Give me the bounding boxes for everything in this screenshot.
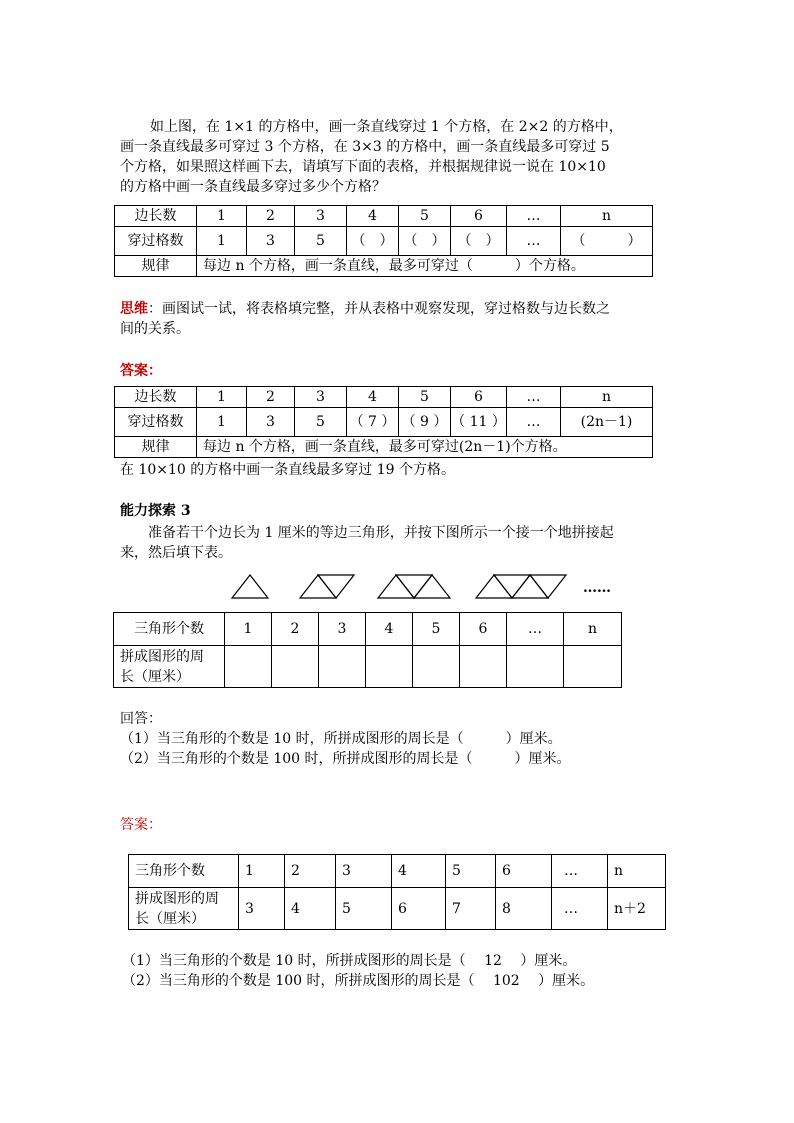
answer-2: （2）当三角形的个数是 100 时，所拼成图形的周长是（ 102 ）厘米。 <box>122 973 595 989</box>
table-cell: （ 9 ） <box>399 408 451 437</box>
intro-line-3: 个方格，如果照这样画下去，请填写下面的表格，并根据规律说一说在 10×10 <box>120 159 606 175</box>
table-cell: 1 <box>197 408 247 437</box>
answer-label: 答案 <box>120 363 148 379</box>
table-cell: 5 <box>295 408 347 437</box>
table-cell: 7 <box>446 888 496 930</box>
section-title: 能力探索 3 <box>120 503 191 519</box>
table-cell: … <box>552 855 608 888</box>
table-cell: （ 11 ） <box>451 408 507 437</box>
triangle-shape-2b <box>318 575 354 598</box>
table-cell: n <box>561 387 653 408</box>
table-cell: 4 <box>392 855 446 888</box>
row-label-line-1: 拼成图形的周 <box>135 890 219 907</box>
table-cell: … <box>552 888 608 930</box>
table-cell: n <box>561 206 653 227</box>
table-cell: 6 <box>451 387 507 408</box>
table-cell: 4 <box>366 613 413 646</box>
triangle-shape-2a <box>300 575 336 598</box>
table-cell: 3 <box>319 613 366 646</box>
table-cell <box>564 646 622 688</box>
table-row-label: 穿过格数 <box>115 408 197 437</box>
table-cell: 3 <box>295 206 347 227</box>
table-cell: 3 <box>247 408 295 437</box>
table-cell: n <box>564 613 622 646</box>
table-row-label <box>129 888 239 930</box>
table-cell: 6 <box>460 613 507 646</box>
answer-heading-2: 答案： <box>120 817 162 833</box>
table-rule-label: 规律 <box>115 256 197 277</box>
table-cell: （ ） <box>347 227 399 256</box>
table-cell: 1 <box>239 855 285 888</box>
row-label-line-1: 拼成图形的周 <box>120 648 204 665</box>
question-2: （2）当三角形的个数是 100 时，所拼成图形的周长是（ ）厘米。 <box>120 751 571 767</box>
intro-line-2: 画一条直线最多可穿过 3 个方格，在 3×3 的方格中，画一条直线最多可穿过 5 <box>120 139 610 155</box>
table-cell: 5 <box>336 888 392 930</box>
table-header-label: 三角形个数 <box>114 613 225 646</box>
answers-block <box>122 951 722 991</box>
table-cell: （ ） <box>451 227 507 256</box>
triangle-shape-1 <box>232 575 268 598</box>
table-row-label <box>114 646 225 688</box>
table-cell: n＋2 <box>608 888 666 930</box>
triangle-answer-table <box>128 854 666 930</box>
table-cell: 3 <box>247 227 295 256</box>
table-cell: 8 <box>496 888 552 930</box>
table-cell: … <box>507 206 561 227</box>
table-header-label: 边长数 <box>115 387 197 408</box>
answer-colon: ： <box>148 363 162 379</box>
table-cell: … <box>507 613 564 646</box>
table-cell: 2 <box>247 206 295 227</box>
table-cell: 5 <box>399 206 451 227</box>
table-cell: 4 <box>285 888 336 930</box>
table-cell <box>366 646 413 688</box>
table-cell: 3 <box>239 888 285 930</box>
table-cell: 2 <box>285 855 336 888</box>
intro-line-1: 如上图，在 1×1 的方格中，画一条直线穿过 1 个方格，在 2×2 的方格中， <box>150 119 623 135</box>
table-cell: … <box>507 408 561 437</box>
conclusion-text: 在 10×10 的方格中画一条直线最多穿过 19 个方格。 <box>120 462 455 478</box>
table-cell: 4 <box>347 387 399 408</box>
table-cell: 3 <box>336 855 392 888</box>
triangle-shape-3b <box>396 575 432 598</box>
triangle-shape-4c <box>512 575 548 598</box>
table-row-label: 穿过格数 <box>115 227 197 256</box>
table-row <box>114 646 622 688</box>
table-cell <box>272 646 319 688</box>
table-cell: … <box>507 227 561 256</box>
table-cell <box>225 646 272 688</box>
table-row <box>129 855 666 888</box>
table-cell: 1 <box>197 206 247 227</box>
question-1: （1）当三角形的个数是 10 时，所拼成图形的周长是（ ）厘米。 <box>120 731 562 747</box>
table-cell: （ ） <box>561 227 653 256</box>
table-rule-label: 规律 <box>115 437 197 458</box>
table-cell: 2 <box>247 387 295 408</box>
table-cell: 4 <box>347 206 399 227</box>
triangle-shape-4b <box>494 575 530 598</box>
table-rule-text: 每边 n 个方格，画一条直线，最多可穿过(2n－1)个方格。 <box>197 437 653 458</box>
table-header-label: 三角形个数 <box>129 855 239 888</box>
table-cell: 6 <box>451 206 507 227</box>
table-cell: 2 <box>272 613 319 646</box>
table-rule-text: 每边 n 个方格，画一条直线，最多可穿过（ ）个方格。 <box>197 256 653 277</box>
thinking-line-2: 间的关系。 <box>120 321 190 337</box>
table-cell <box>460 646 507 688</box>
section-line-2: 来，然后填下表。 <box>120 545 232 561</box>
table-row <box>114 613 622 646</box>
thinking-label: 思维 <box>120 301 148 317</box>
table-cell: 3 <box>295 387 347 408</box>
table-cell: （ 7 ） <box>347 408 399 437</box>
table-cell: 1 <box>225 613 272 646</box>
table-cell <box>319 646 366 688</box>
triangle-shape-3c <box>414 575 450 598</box>
row-label-line-2: 长（厘米） <box>120 668 190 685</box>
table-cell: 6 <box>392 888 446 930</box>
table-row <box>129 888 666 930</box>
questions-block <box>120 709 720 769</box>
table-cell: 1 <box>197 387 247 408</box>
table-cell <box>413 646 460 688</box>
table-cell <box>507 646 564 688</box>
thinking-line-1: ：画图试一试，将表格填完整，并从表格中观察发现，穿过格数与边长数之 <box>148 301 610 317</box>
table-cell: 6 <box>496 855 552 888</box>
triangle-shape-4d <box>530 575 566 598</box>
section-line-1: 准备若干个边长为 1 厘米的等边三角形，并按下图所示一个接一个地拼接起 <box>148 525 614 541</box>
table-cell: … <box>507 387 561 408</box>
table-cell: (2n－1) <box>561 408 653 437</box>
triangle-shape-4a <box>476 575 512 598</box>
row-label-line-2: 长（厘米） <box>135 910 205 927</box>
triangle-table <box>113 612 622 688</box>
triangle-ellipsis: …… <box>583 580 611 596</box>
table-header-label: 边长数 <box>115 206 197 227</box>
table-cell: 5 <box>295 227 347 256</box>
triangle-shape-3a <box>378 575 414 598</box>
answer-1: （1）当三角形的个数是 10 时，所拼成图形的周长是（ 12 ）厘米。 <box>122 953 577 969</box>
table-cell: 5 <box>413 613 460 646</box>
table-cell: 5 <box>399 387 451 408</box>
table-cell: （ ） <box>399 227 451 256</box>
table-cell: 1 <box>197 227 247 256</box>
questions-heading: 回答： <box>120 711 162 727</box>
intro-line-4: 的方格中画一条直线最多穿过多少个方格？ <box>120 179 386 195</box>
table-cell: 5 <box>446 855 496 888</box>
table-cell: n <box>608 855 666 888</box>
